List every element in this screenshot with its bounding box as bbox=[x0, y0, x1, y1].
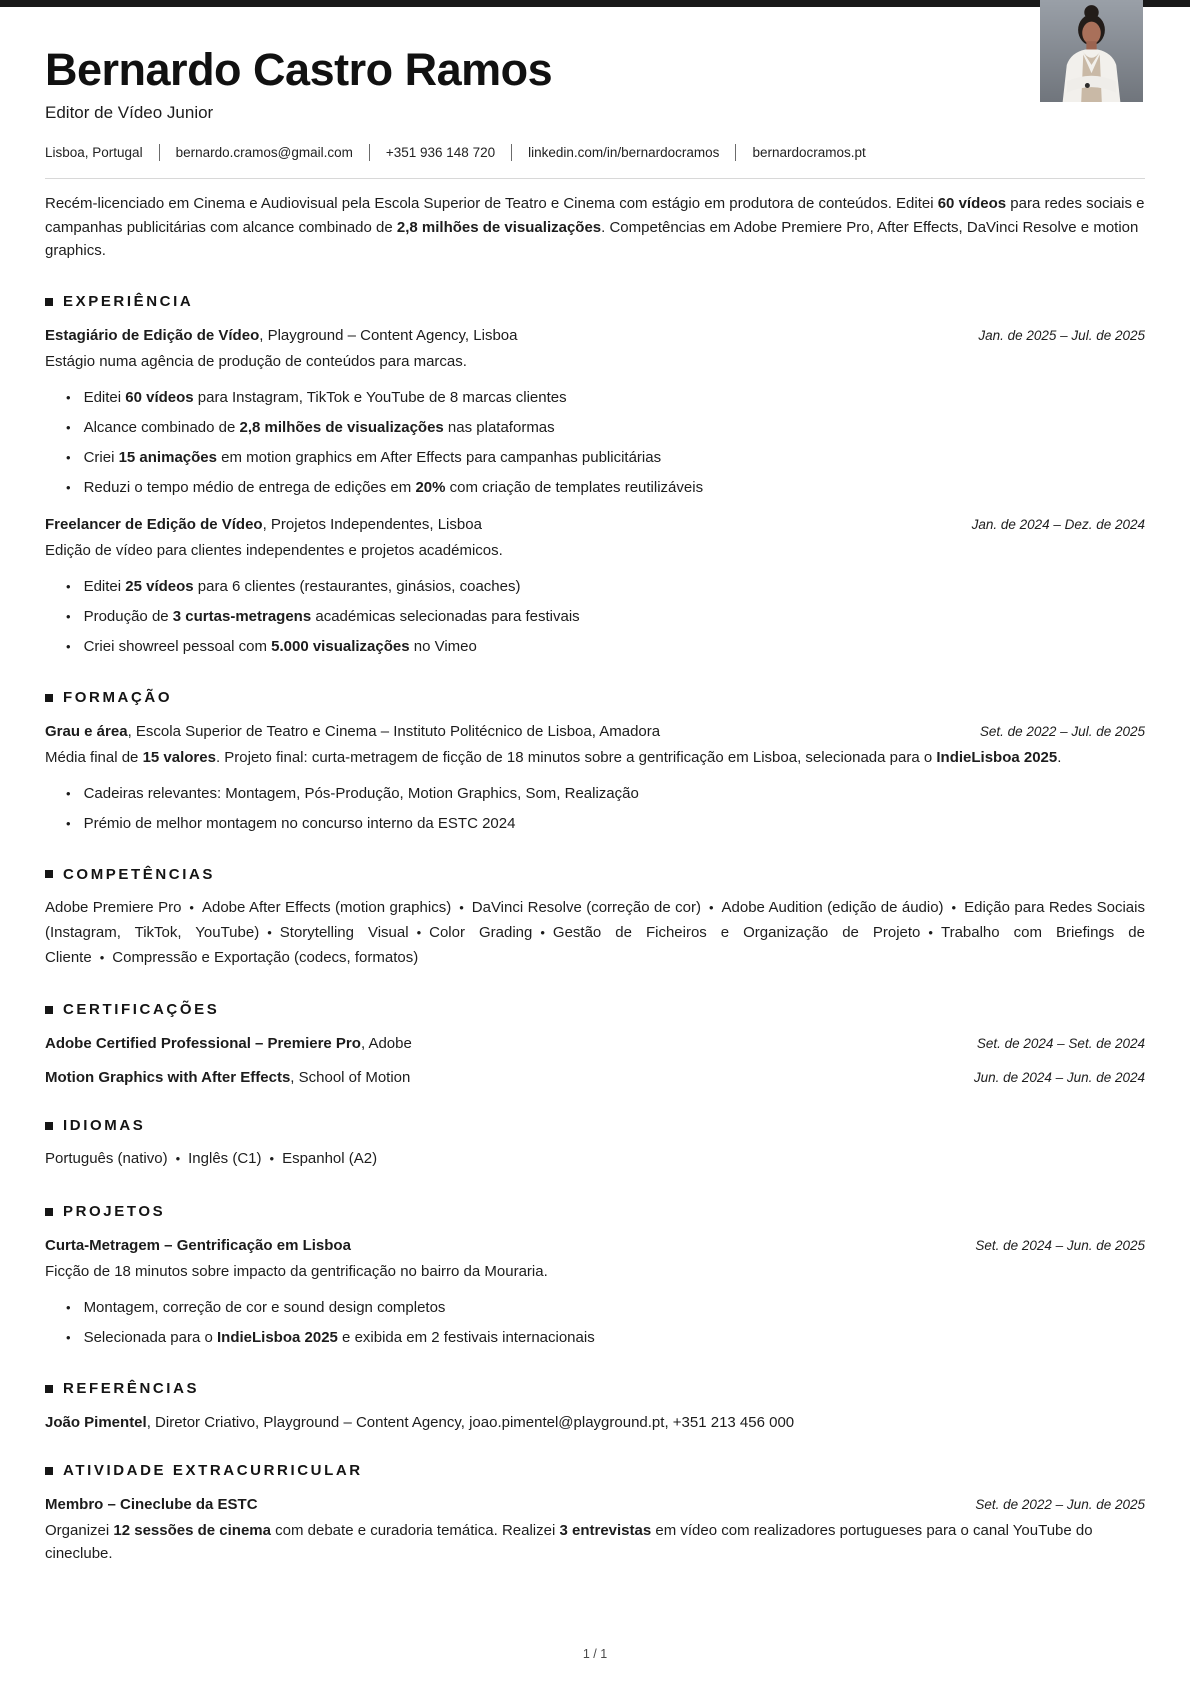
resume-section bbox=[45, 293, 1145, 658]
bullet-item bbox=[45, 576, 1145, 598]
text-run: com debate e curadoria temática. Realizei bbox=[270, 1522, 560, 1540]
section-heading bbox=[45, 1001, 1145, 1018]
text-run: para Instagram, TikTok e YouTube de 8 marcas clientes bbox=[193, 388, 567, 406]
entry bbox=[45, 1237, 1145, 1349]
header bbox=[45, 0, 1145, 161]
dot-separator-icon: • bbox=[708, 899, 714, 915]
text-run: Reduzi o tempo médio de entrega de edições em bbox=[83, 479, 416, 497]
entry-header bbox=[45, 1035, 1145, 1052]
bullet-item bbox=[45, 477, 1145, 499]
profile-photo bbox=[1040, 0, 1143, 102]
list-item: Compressão e Exportação (codecs, formatos) bbox=[112, 948, 419, 966]
bullet-item bbox=[45, 1297, 1145, 1319]
contact-item: Lisboa, Portugal bbox=[45, 145, 143, 161]
entry-title bbox=[45, 1414, 794, 1431]
bullet-dot-icon: • bbox=[66, 420, 71, 436]
resume-section bbox=[45, 1117, 1145, 1172]
entry-dates: Set. de 2022 – Jul. de 2025 bbox=[979, 724, 1145, 740]
summary-text bbox=[45, 192, 1145, 262]
text-run: Editei bbox=[83, 577, 126, 595]
bullet-list bbox=[45, 1297, 1145, 1349]
bullet-dot-icon: • bbox=[66, 578, 71, 594]
bullet-item bbox=[45, 813, 1145, 835]
entry-header bbox=[45, 1237, 1145, 1254]
bold-text-run: 25 vídeos bbox=[125, 577, 194, 595]
bullet-list bbox=[45, 576, 1145, 658]
bold-text-run: Adobe Certified Professional – Premiere Pro bbox=[45, 1035, 361, 1053]
section-heading bbox=[45, 866, 1145, 883]
bold-text-run: Grau e área bbox=[45, 723, 128, 741]
job-title: Editor de Vídeo Junior bbox=[45, 103, 214, 123]
bold-text-run: 2,8 milhões de visualizações bbox=[239, 419, 444, 437]
text-run: no Vimeo bbox=[409, 637, 477, 655]
list-item: Inglês (C1) bbox=[188, 1150, 262, 1168]
bullet-text bbox=[84, 1327, 595, 1349]
inline-list bbox=[45, 1147, 1145, 1172]
entry-header bbox=[45, 1414, 1145, 1431]
contact-separator-bar bbox=[735, 144, 736, 161]
section-heading-label: ATIVIDADE EXTRACURRICULAR bbox=[63, 1462, 363, 1480]
entry-dates: Set. de 2024 – Set. de 2024 bbox=[976, 1036, 1145, 1052]
bullet-text bbox=[84, 447, 662, 469]
header-divider bbox=[45, 178, 1145, 179]
bullet-text bbox=[84, 576, 521, 598]
section-heading-label: REFERÊNCIAS bbox=[63, 1380, 200, 1398]
text-run: Criei showreel pessoal com bbox=[83, 637, 272, 655]
entry-header bbox=[45, 723, 1145, 740]
entry-description bbox=[45, 351, 1145, 374]
text-run: com criação de templates reutilizáveis bbox=[445, 479, 704, 497]
bold-text-run: Curta-Metragem – Gentrificação em Lisboa bbox=[45, 1237, 351, 1255]
dot-separator-icon: • bbox=[951, 899, 957, 915]
text-run: , Projetos Independentes, Lisboa bbox=[262, 516, 482, 534]
entry bbox=[45, 1035, 1145, 1052]
bold-text-run: 3 entrevistas bbox=[559, 1522, 652, 1540]
bold-text-run: Membro – Cineclube da ESTC bbox=[45, 1496, 258, 1514]
contact-separator-bar bbox=[369, 144, 370, 161]
entry-header bbox=[45, 327, 1145, 344]
section-heading-label: IDIOMAS bbox=[63, 1117, 146, 1135]
section-bullet-square-icon bbox=[45, 870, 53, 878]
dot-separator-icon: • bbox=[175, 1151, 181, 1167]
text-run: . Projeto final: curta-metragem de ficção de 18 minutos sobre a gentrificação em Lisboa, selecionada para o bbox=[215, 749, 937, 767]
entry bbox=[45, 723, 1145, 835]
sections bbox=[45, 293, 1145, 1565]
section-bullet-square-icon bbox=[45, 298, 53, 306]
contact-separator-bar bbox=[159, 144, 160, 161]
bullet-text bbox=[84, 813, 516, 835]
entry-header bbox=[45, 1496, 1145, 1513]
list-item: Adobe Premiere Pro bbox=[45, 898, 182, 916]
text-run: Criei bbox=[83, 449, 119, 467]
text-run: Cadeiras relevantes: Montagem, Pós-Produção, Motion Graphics, Som, Realização bbox=[83, 784, 639, 802]
entry-title bbox=[45, 1035, 412, 1052]
text-run: , Playground – Content Agency, Lisboa bbox=[259, 327, 518, 345]
resume-section bbox=[45, 1203, 1145, 1349]
dot-separator-icon: • bbox=[416, 924, 422, 940]
text-run: Edição de vídeo para clientes independentes e projetos académicos. bbox=[45, 542, 503, 560]
entry-dates: Set. de 2022 – Jun. de 2025 bbox=[975, 1497, 1145, 1513]
text-run: Alcance combinado de bbox=[83, 419, 240, 437]
list-item: Gestão de Ficheiros e Organização de Projeto bbox=[552, 923, 921, 941]
bullet-dot-icon: • bbox=[66, 608, 71, 624]
bullet-item bbox=[45, 387, 1145, 409]
bullet-dot-icon: • bbox=[66, 638, 71, 654]
entry bbox=[45, 1414, 1145, 1431]
entry-description bbox=[45, 747, 1145, 770]
text-run: Produção de bbox=[83, 607, 173, 625]
entry-header bbox=[45, 1069, 1145, 1086]
resume-section bbox=[45, 1462, 1145, 1565]
bold-text-run: João Pimentel bbox=[45, 1414, 147, 1432]
section-heading bbox=[45, 1380, 1145, 1397]
list-item: Português (nativo) bbox=[45, 1150, 168, 1168]
list-item: Adobe Audition (edição de áudio) bbox=[721, 898, 944, 916]
text-run: , Diretor Criativo, Playground – Content Agency, joao.pimentel@playground.pt, +351 213 456 000 bbox=[146, 1414, 795, 1432]
text-run: em vídeo com realizadores portugueses para o canal YouTube do cineclube. bbox=[45, 1522, 1093, 1562]
entry-dates: Jan. de 2025 – Jul. de 2025 bbox=[978, 328, 1145, 344]
section-bullet-square-icon bbox=[45, 1467, 53, 1475]
entry-title bbox=[45, 516, 482, 533]
dot-separator-icon: • bbox=[269, 1151, 275, 1167]
section-heading-label: COMPETÊNCIAS bbox=[63, 865, 216, 883]
bullet-text bbox=[84, 417, 555, 439]
bold-text-run: IndieLisboa 2025 bbox=[936, 749, 1058, 767]
bold-text-run: IndieLisboa 2025 bbox=[217, 1328, 338, 1346]
dot-separator-icon: • bbox=[459, 899, 464, 915]
dot-separator-icon: • bbox=[267, 924, 272, 940]
bold-text-run: 60 vídeos bbox=[125, 388, 194, 406]
resume-section bbox=[45, 1001, 1145, 1086]
text-run: Estágio numa agência de produção de conteúdos para marcas. bbox=[45, 353, 467, 371]
bullet-text bbox=[84, 1297, 446, 1319]
resume-section bbox=[45, 866, 1145, 971]
dot-separator-icon: • bbox=[189, 899, 194, 915]
text-run: académicas selecionadas para festivais bbox=[311, 607, 580, 625]
bullet-text bbox=[84, 387, 567, 409]
bullet-list bbox=[45, 783, 1145, 835]
bold-text-run: Motion Graphics with After Effects bbox=[45, 1069, 291, 1087]
bullet-dot-icon: • bbox=[66, 450, 71, 466]
resume-section bbox=[45, 689, 1145, 835]
contact-item: +351 936 148 720 bbox=[385, 145, 496, 161]
contact-row bbox=[45, 144, 1145, 161]
text-run: em motion graphics em After Effects para campanhas publicitárias bbox=[216, 449, 662, 467]
list-item: Edição para Redes Sociais (Instagram, TikTok, YouTube) bbox=[45, 898, 1145, 941]
bold-text-run: 3 curtas-metragens bbox=[172, 607, 312, 625]
list-item: Adobe After Effects (motion graphics) bbox=[201, 898, 452, 916]
bullet-item bbox=[45, 1327, 1145, 1349]
bold-text-run: 60 vídeos bbox=[937, 195, 1007, 213]
bold-text-run: 15 animações bbox=[118, 449, 217, 467]
bullet-text bbox=[84, 606, 580, 628]
text-run: , Escola Superior de Teatro e Cinema – Instituto Politécnico de Lisboa, Amadora bbox=[127, 723, 661, 741]
text-run: , School of Motion bbox=[290, 1069, 411, 1087]
dot-separator-icon: • bbox=[99, 949, 105, 965]
text-run: e exibida em 2 festivais internacionais bbox=[337, 1328, 595, 1346]
list-item: Storytelling Visual bbox=[279, 923, 409, 941]
bold-text-run: 2,8 milhões de visualizações bbox=[396, 218, 602, 236]
section-heading-label: EXPERIÊNCIA bbox=[63, 293, 194, 311]
section-heading-label: PROJETOS bbox=[63, 1203, 166, 1221]
section-heading bbox=[45, 689, 1145, 706]
section-bullet-square-icon bbox=[45, 694, 53, 702]
bold-text-run: 5.000 visualizações bbox=[271, 637, 410, 655]
text-run: para redes sociais e campanhas publicitárias com alcance combinado de bbox=[45, 195, 1145, 236]
bullet-item bbox=[45, 417, 1145, 439]
bullet-text bbox=[84, 783, 639, 805]
text-run: Organizei bbox=[45, 1522, 114, 1540]
section-bullet-square-icon bbox=[45, 1122, 53, 1130]
entry-description bbox=[45, 540, 1145, 563]
bullet-item bbox=[45, 783, 1145, 805]
text-run: Recém-licenciado em Cinema e Audiovisual pela Escola Superior de Teatro e Cinema com estágio em produtora de conteúdos. Editei bbox=[45, 195, 938, 213]
contact-item: bernardo.cramos@gmail.com bbox=[175, 145, 353, 161]
entry bbox=[45, 1496, 1145, 1565]
text-run: , Adobe bbox=[360, 1035, 412, 1053]
entry-title bbox=[45, 1496, 258, 1513]
bullet-item bbox=[45, 606, 1145, 628]
section-bullet-square-icon bbox=[45, 1385, 53, 1393]
bullet-dot-icon: • bbox=[66, 785, 71, 801]
bullet-dot-icon: • bbox=[66, 815, 71, 831]
dot-separator-icon: • bbox=[928, 924, 933, 940]
bullet-dot-icon: • bbox=[66, 1329, 71, 1345]
text-run: nas plataformas bbox=[443, 419, 555, 437]
entry bbox=[45, 1069, 1145, 1086]
bold-text-run: Freelancer de Edição de Vídeo bbox=[45, 516, 263, 534]
section-heading-label: FORMAÇÃO bbox=[63, 689, 173, 707]
text-run: Prémio de melhor montagem no concurso interno da ESTC 2024 bbox=[83, 814, 516, 832]
text-run: Selecionada para o bbox=[83, 1328, 217, 1346]
bullet-dot-icon: • bbox=[66, 480, 71, 496]
inline-list bbox=[45, 896, 1145, 971]
text-run: Ficção de 18 minutos sobre impacto da gentrificação no bairro da Mouraria. bbox=[45, 1263, 548, 1281]
section-heading-label: CERTIFICAÇÕES bbox=[63, 1001, 220, 1019]
entry-title bbox=[45, 1069, 410, 1086]
entry-header bbox=[45, 516, 1145, 533]
entry-description bbox=[45, 1520, 1145, 1565]
text-run: Editei bbox=[83, 388, 126, 406]
list-item: Color Grading bbox=[429, 923, 533, 941]
page-number: 1 / 1 bbox=[582, 1647, 608, 1661]
text-run: Montagem, correção de cor e sound design completos bbox=[83, 1298, 446, 1316]
bullet-text bbox=[84, 636, 477, 658]
section-heading bbox=[45, 1203, 1145, 1220]
section-heading bbox=[45, 1117, 1145, 1134]
dot-separator-icon: • bbox=[540, 924, 545, 940]
entry-title bbox=[45, 1237, 351, 1254]
bold-text-run: Estagiário de Edição de Vídeo bbox=[45, 327, 260, 345]
bullet-item bbox=[45, 447, 1145, 469]
bullet-item bbox=[45, 636, 1145, 658]
bullet-text bbox=[84, 477, 704, 499]
entry bbox=[45, 327, 1145, 499]
entry-dates: Jan. de 2024 – Dez. de 2024 bbox=[971, 517, 1145, 533]
contact-item: bernardocramos.pt bbox=[752, 145, 866, 161]
list-item: Espanhol (A2) bbox=[282, 1150, 378, 1168]
entry-dates: Set. de 2024 – Jun. de 2025 bbox=[975, 1238, 1145, 1254]
entry-description bbox=[45, 1261, 1145, 1284]
text-run: Média final de bbox=[45, 749, 143, 767]
entry-title bbox=[45, 327, 517, 344]
text-run: . Competências em Adobe Premiere Pro, After Effects, DaVinci Resolve e motion graphics. bbox=[45, 218, 1139, 260]
entry bbox=[45, 516, 1145, 658]
contact-separator-bar bbox=[511, 144, 512, 161]
entry-dates: Jun. de 2024 – Jun. de 2024 bbox=[973, 1070, 1145, 1086]
section-bullet-square-icon bbox=[45, 1208, 53, 1216]
bold-text-run: 12 sessões de cinema bbox=[113, 1522, 271, 1540]
bold-text-run: 15 valores bbox=[142, 749, 216, 767]
list-item: DaVinci Resolve (correção de cor) bbox=[471, 898, 701, 916]
section-bullet-square-icon bbox=[45, 1006, 53, 1014]
bold-text-run: 20% bbox=[415, 479, 446, 497]
list-item: Trabalho com Briefings de Cliente bbox=[45, 923, 1145, 966]
section-heading bbox=[45, 293, 1145, 310]
resume-section bbox=[45, 1380, 1145, 1431]
bullet-list bbox=[45, 387, 1145, 499]
bullet-dot-icon: • bbox=[66, 1299, 71, 1315]
text-run: . bbox=[1057, 749, 1062, 767]
entry-title bbox=[45, 723, 660, 740]
contact-item: linkedin.com/in/bernardocramos bbox=[528, 145, 720, 161]
section-heading bbox=[45, 1462, 1145, 1479]
text-run: para 6 clientes (restaurantes, ginásios, coaches) bbox=[193, 577, 521, 595]
bullet-dot-icon: • bbox=[66, 389, 71, 405]
person-name: Bernardo Castro Ramos bbox=[45, 44, 553, 95]
